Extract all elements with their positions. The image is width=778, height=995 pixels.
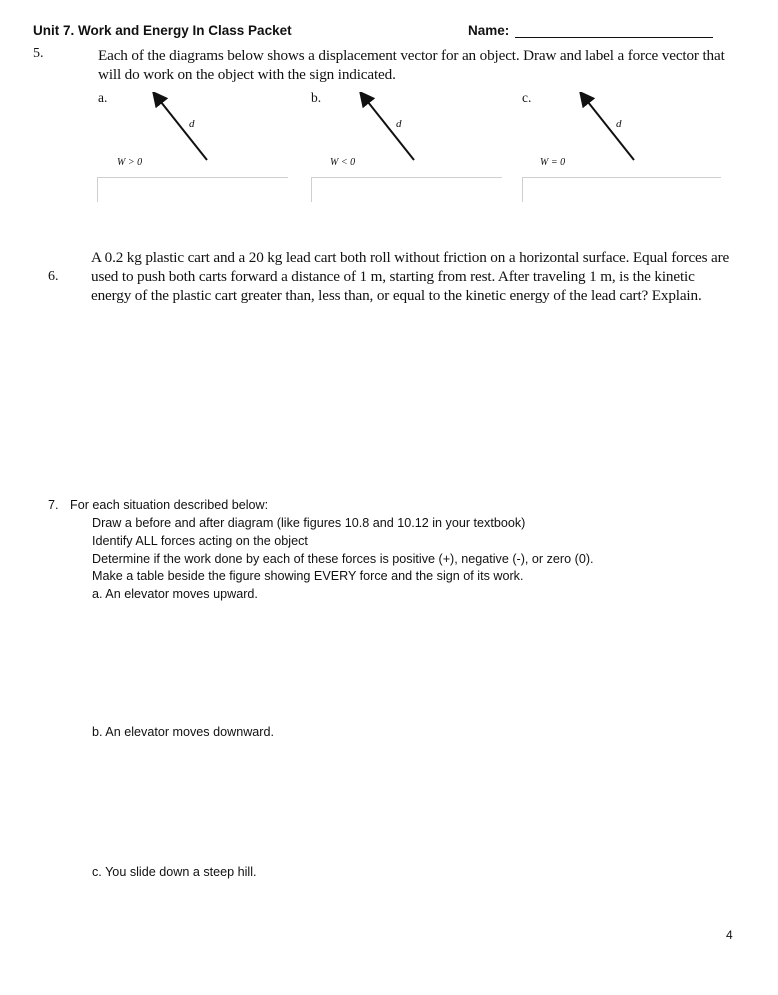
diagram-a-label: a.	[98, 90, 108, 105]
question-5-text: Each of the diagrams below shows a displacement vector for an object. Draw and label a force vector that will do work on the object with the sign indicated.	[98, 47, 725, 83]
instruction-item: Draw a before and after diagram (like figures 10.8 and 10.12 in your textbook)	[92, 516, 526, 530]
diagram-c-answer-box[interactable]	[522, 177, 721, 202]
instruction-item: Determine if the work done by each of these forces is positive (+), negative (-), or zero (0).	[92, 551, 594, 566]
question-7-instructions	[92, 515, 594, 604]
question-7-stem: For each situation described below:	[70, 498, 269, 512]
question-7-part-c: c. You slide down a steep hill.	[92, 865, 257, 879]
question-7-number: 7.	[48, 498, 59, 512]
diagram-b-label: b.	[311, 90, 322, 105]
question-7-part-b: b. An elevator moves downward.	[92, 725, 275, 739]
diagram-a-answer-box[interactable]	[97, 177, 288, 202]
diagram-a-vector-label: d	[189, 118, 195, 130]
diagram-a-condition: W > 0	[117, 157, 143, 168]
diagram-b-answer-box[interactable]	[311, 177, 502, 202]
displacement-vector-arrow-icon	[145, 92, 215, 164]
displacement-vector-arrow-icon	[572, 92, 642, 164]
question-6-number: 6.	[48, 269, 59, 284]
question-5-number: 5.	[33, 46, 44, 61]
diagram-c-condition: W = 0	[540, 157, 566, 168]
page-number: 4	[726, 928, 733, 942]
instruction-item: Make a table beside the figure showing EVERY force and the sign of its work.	[92, 569, 524, 584]
diagram-c-label: c.	[522, 90, 532, 105]
name-field-line[interactable]	[515, 37, 713, 38]
diagram-c-vector-label: d	[616, 118, 622, 130]
packet-title: Unit 7. Work and Energy In Class Packet	[33, 23, 292, 38]
diagram-b-condition: W < 0	[330, 157, 356, 168]
instruction-item: Identify ALL forces acting on the object	[92, 533, 308, 548]
name-label: Name:	[468, 23, 510, 38]
question-7-part-a: a. An elevator moves upward.	[92, 587, 258, 602]
displacement-vector-arrow-icon	[352, 92, 422, 164]
question-6-text: A 0.2 kg plastic cart and a 20 kg lead cart both roll without friction on a horizontal surface. Equal forces are used to push both carts forward a distance of 1 m, starting from rest. After traveling 1 m, is the kinetic energy of the plastic cart greater than, less than, or equal to the kinetic energy of the lead cart? Explain.	[91, 249, 730, 304]
diagram-b-vector-label: d	[396, 118, 402, 130]
